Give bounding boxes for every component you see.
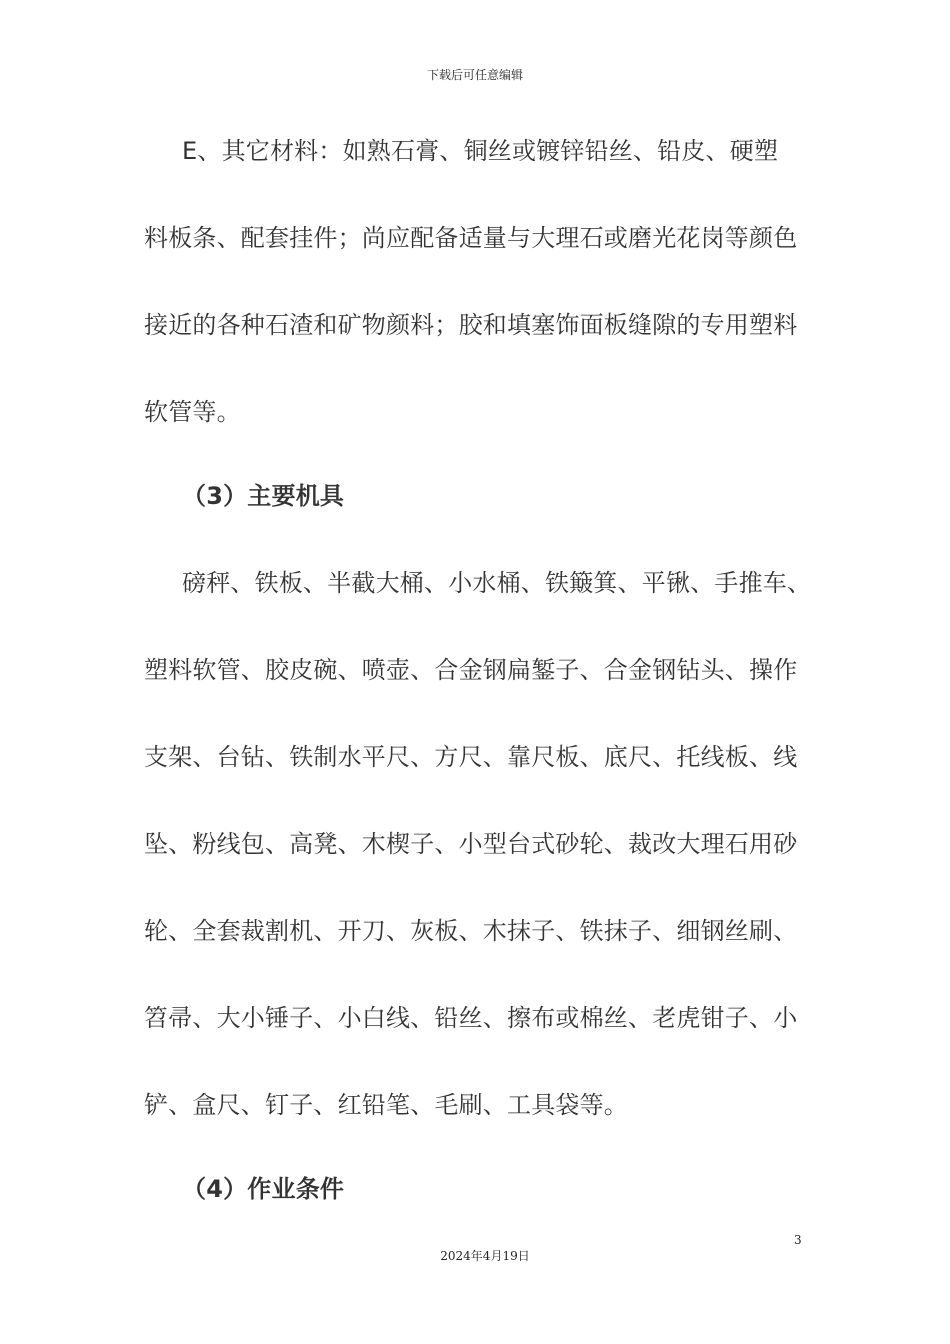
paragraph-line: 料板条、配套挂件；尚应配备适量与大理石或磨光花岗等颜色 — [144, 224, 798, 252]
paragraph-line: 铲、盒尺、钉子、红铅笔、毛刷、工具袋等。 — [144, 1091, 628, 1119]
section-heading-conditions: （4）作业条件 — [182, 1175, 345, 1203]
footer-date: 2024年4月19日 — [440, 1249, 530, 1263]
paragraph-line: 支架、台钻、铁制水平尺、方尺、靠尺板、底尺、托线板、线 — [144, 743, 798, 771]
paragraph-line: E、其它材料：如熟石膏、铜丝或镀锌铅丝、铅皮、硬塑 — [182, 137, 779, 165]
paragraph-line: 笤帚、大小锤子、小白线、铅丝、擦布或棉丝、老虎钳子、小 — [144, 1004, 798, 1032]
paragraph-line: 接近的各种石渣和矿物颜料；胶和填塞饰面板缝隙的专用塑料 — [144, 311, 798, 339]
document-body — [144, 128, 812, 1253]
paragraph-line: 坠、粉线包、高凳、木楔子、小型台式砂轮、裁改大理石用砂 — [144, 830, 798, 858]
page-number: 3 — [794, 1233, 802, 1247]
paragraph-line: 塑料软管、胶皮碗、喷壶、合金钢扁錾子、合金钢钻头、操作 — [144, 656, 798, 684]
section-heading-tools: （3）主要机具 — [182, 482, 345, 510]
paragraph-line: 软管等。 — [144, 398, 241, 426]
header-note: 下载后可任意编辑 — [426, 68, 523, 82]
paragraph-line: 磅秤、铁板、半截大桶、小水桶、铁簸箕、平锹、手推车、 — [182, 569, 812, 597]
paragraph-line: 轮、全套裁割机、开刀、灰板、木抹子、铁抹子、细钢丝刷、 — [144, 917, 798, 945]
